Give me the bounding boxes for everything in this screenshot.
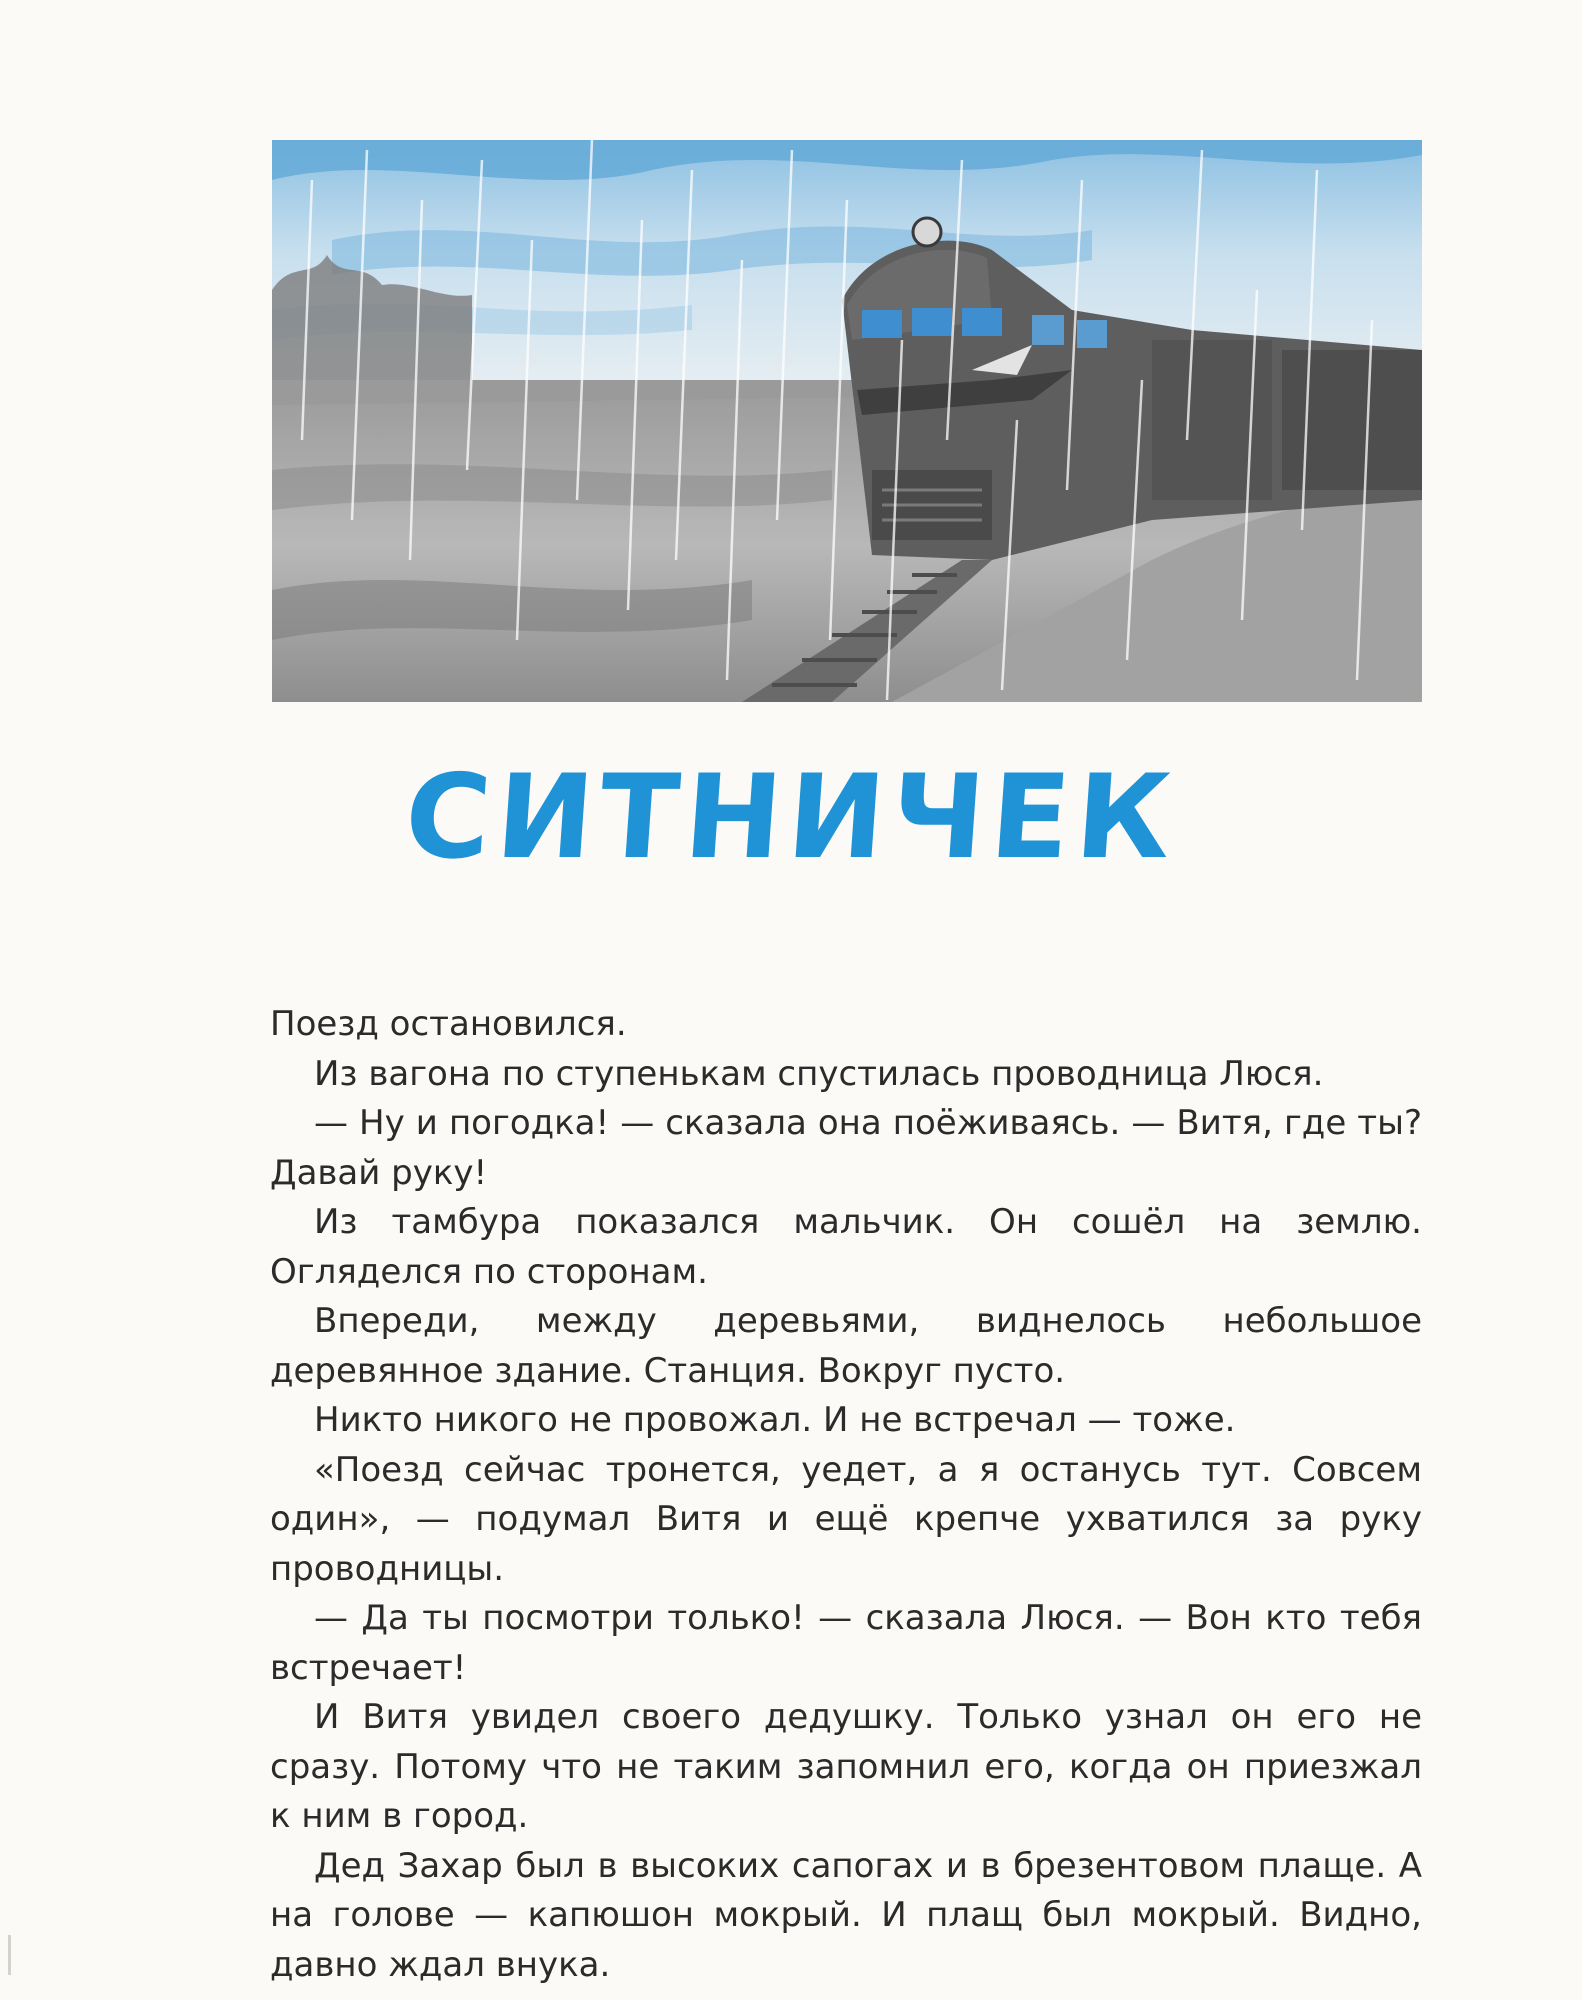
chapter-illustration xyxy=(272,140,1422,702)
chapter-title: СИТНИЧЕК xyxy=(400,750,1182,885)
page-edge-mark xyxy=(8,1935,11,1975)
paragraph: Поезд остановился. xyxy=(270,1004,627,1044)
paragraph: Никто никого не провожал. И не встречал — тоже. xyxy=(314,1400,1236,1440)
story-text xyxy=(270,1000,1422,1990)
paragraph: — Да ты посмотри только! — сказала Люся. — Вон кто тебя встречает! xyxy=(270,1598,1422,1688)
paragraph: Дед Захар был в высоких сапогах и в брезентовом плаще. А на голове — капюшон мокрый. И плащ был мокрый. Видно, давно ждал внука. xyxy=(270,1845,1422,1985)
paragraph: Из вагона по ступенькам спустилась проводница Люся. xyxy=(314,1053,1324,1094)
paragraph: И Витя увидел своего дедушку. Только узнал он его не сразу. Потому что не таким запомнил его, когда он приезжал к ним в город. xyxy=(270,1697,1422,1836)
paragraph: Из тамбура показался мальчик. Он сошёл на землю. Огляделся по сторонам. xyxy=(270,1202,1422,1292)
paragraph: — Ну и погодка! — сказала она поёживаясь. — Витя, где ты? Давай руку! xyxy=(270,1103,1422,1193)
paragraph: «Поезд сейчас тронется, уедет, а я останусь тут. Совсем один», — подумал Витя и ещё крепче ухватился за руку проводницы. xyxy=(270,1449,1422,1589)
rainy-train-illustration-icon xyxy=(272,140,1422,702)
paragraph: Впереди, между деревьями, виднелось небольшое деревянное здание. Станция. Вокруг пусто. xyxy=(270,1301,1422,1391)
